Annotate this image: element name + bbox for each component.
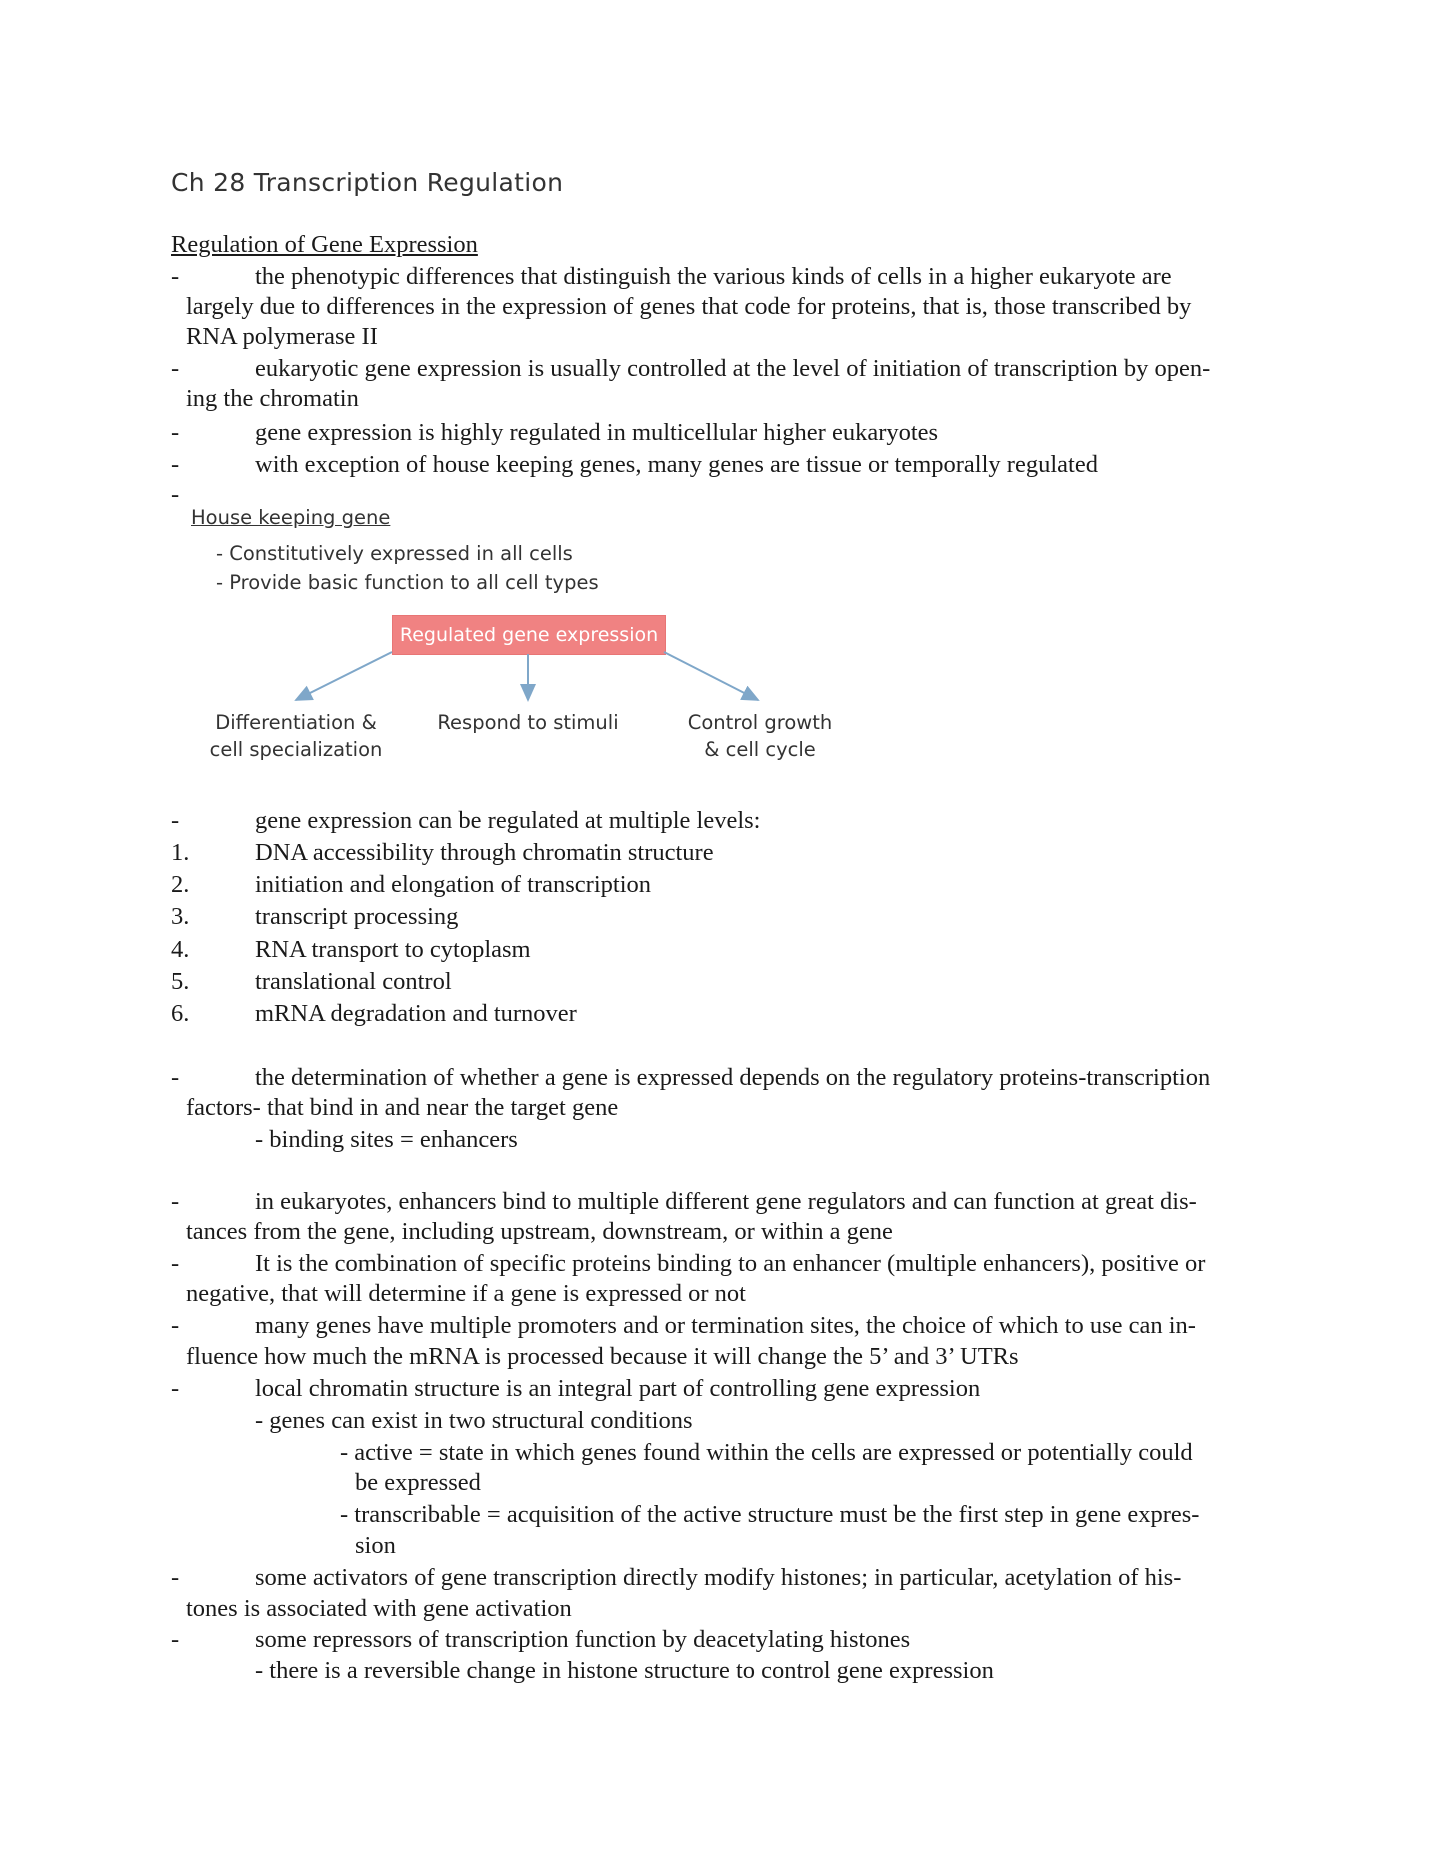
bullet-text: ing the chromatin bbox=[186, 385, 359, 412]
page-title: Ch 28 Transcription Regulation bbox=[171, 168, 564, 197]
outcome-line: & cell cycle bbox=[704, 738, 816, 761]
bullet-mark: - bbox=[171, 1626, 180, 1653]
diagram-arrows bbox=[0, 0, 1456, 800]
bullet-text: gene expression is highly regulated in multicellular higher eukaryotes bbox=[255, 419, 939, 446]
bullet-text: some repressors of transcription function by deacetylating histones bbox=[255, 1626, 911, 1653]
bullet-sub: - binding sites = enhancers bbox=[255, 1126, 518, 1153]
section-heading: Regulation of Gene Expression bbox=[171, 231, 478, 258]
bullet-text: largely due to differences in the expression of genes that code for proteins, that is, those transcribed by bbox=[186, 293, 1192, 320]
bullet-text: with exception of house keeping genes, many genes are tissue or temporally regulated bbox=[255, 451, 1098, 478]
housekeeping-point: - Provide basic function to all cell types bbox=[216, 571, 599, 594]
bullet-text: local chromatin structure is an integral part of controlling gene expression bbox=[255, 1375, 981, 1402]
list-number: 6. bbox=[171, 1000, 190, 1027]
list-item: transcript processing bbox=[255, 903, 459, 930]
bullet-text: fluence how much the mRNA is processed because it will change the 5’ and 3’ UTRs bbox=[186, 1343, 1019, 1370]
bullet-mark: - bbox=[171, 1250, 180, 1277]
list-item: translational control bbox=[255, 968, 452, 995]
bullet-subsub: - active = state in which genes found within the cells are expressed or potentially could bbox=[340, 1439, 1193, 1466]
bullet-mark: - bbox=[171, 1375, 180, 1402]
bullet-text: the determination of whether a gene is expressed depends on the regulatory proteins-transcription bbox=[255, 1064, 1211, 1091]
bullet-text: the phenotypic differences that distinguish the various kinds of cells in a higher eukaryote are bbox=[255, 263, 1172, 290]
levels-intro: gene expression can be regulated at multiple levels: bbox=[255, 807, 761, 834]
bullet-text: tances from the gene, including upstream, downstream, or within a gene bbox=[186, 1218, 893, 1245]
bullet-mark: - bbox=[171, 1564, 180, 1591]
outcome-stimuli bbox=[418, 711, 638, 734]
bullet-sub: - genes can exist in two structural conditions bbox=[255, 1407, 693, 1434]
outcome-differentiation bbox=[186, 711, 406, 761]
bullet-text: in eukaryotes, enhancers bind to multiple different gene regulators and can function at great dis- bbox=[255, 1188, 1197, 1215]
bullet-text: negative, that will determine if a gene is expressed or not bbox=[186, 1280, 746, 1307]
list-number: 1. bbox=[171, 839, 190, 866]
list-item: mRNA degradation and turnover bbox=[255, 1000, 577, 1027]
bullet-mark: - bbox=[171, 807, 180, 834]
list-number: 4. bbox=[171, 936, 190, 963]
bullet-subsub: - transcribable = acquisition of the active structure must be the first step in gene expres- bbox=[340, 1501, 1200, 1528]
bullet-text: factors- that bind in and near the target gene bbox=[186, 1094, 619, 1121]
bullet-text: some activators of gene transcription directly modify histones; in particular, acetylation of his- bbox=[255, 1564, 1182, 1591]
bullet-text: It is the combination of specific proteins binding to an enhancer (multiple enhancers), positive or bbox=[255, 1250, 1206, 1277]
housekeeping-point: - Constitutively expressed in all cells bbox=[216, 542, 573, 565]
bullet-subsub: sion bbox=[355, 1532, 396, 1559]
bullet-mark: - bbox=[171, 1064, 180, 1091]
bullet-mark: - bbox=[171, 355, 180, 382]
list-item: DNA accessibility through chromatin structure bbox=[255, 839, 714, 866]
list-number: 2. bbox=[171, 871, 190, 898]
bullet-mark: - bbox=[171, 1312, 180, 1339]
bullet-mark: - bbox=[171, 1188, 180, 1215]
housekeeping-title: House keeping gene bbox=[191, 506, 391, 529]
bullet-mark: - bbox=[171, 481, 180, 508]
bullet-text: eukaryotic gene expression is usually controlled at the level of initiation of transcription by open- bbox=[255, 355, 1211, 382]
outcome-line: cell specialization bbox=[209, 738, 383, 761]
outcome-line: Control growth bbox=[687, 711, 833, 734]
bullet-subsub: be expressed bbox=[355, 1469, 481, 1496]
bullet-text: RNA polymerase II bbox=[186, 323, 378, 350]
bullet-text: many genes have multiple promoters and or termination sites, the choice of which to use can in- bbox=[255, 1312, 1196, 1339]
regulated-expression-box: Regulated gene expression bbox=[392, 615, 666, 655]
list-item: initiation and elongation of transcription bbox=[255, 871, 651, 898]
outcome-growth bbox=[650, 711, 870, 761]
arrow-right bbox=[664, 652, 758, 700]
list-number: 5. bbox=[171, 968, 190, 995]
outcome-line: Differentiation & bbox=[215, 711, 377, 734]
arrow-left bbox=[296, 652, 392, 700]
bullet-mark: - bbox=[171, 451, 180, 478]
bullet-mark: - bbox=[171, 263, 180, 290]
list-item: RNA transport to cytoplasm bbox=[255, 936, 531, 963]
bullet-mark: - bbox=[171, 419, 180, 446]
bullet-text: tones is associated with gene activation bbox=[186, 1595, 572, 1622]
bullet-sub: - there is a reversible change in histone structure to control gene expression bbox=[255, 1657, 994, 1684]
outcome-line: Respond to stimuli bbox=[437, 711, 619, 734]
list-number: 3. bbox=[171, 903, 190, 930]
